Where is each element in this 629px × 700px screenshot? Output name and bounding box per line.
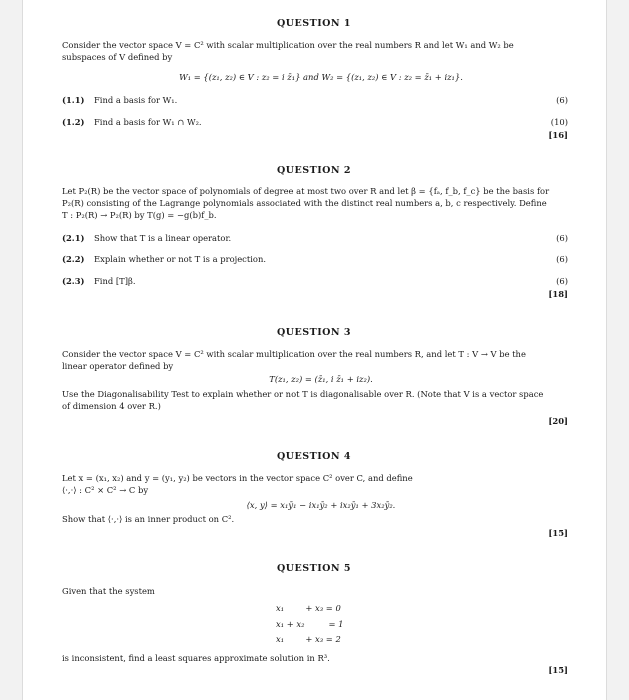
item-number: (1.1)	[62, 95, 85, 105]
q4-title: QUESTION 4	[276, 451, 352, 462]
q4-total: [15]	[548, 528, 568, 538]
q2-total: [18]	[548, 289, 568, 299]
q5-total: [15]	[548, 665, 568, 675]
q2-intro-line1: Let P₂(R) be the vector space of polynomials of degree at most two over R and let β = {fₐ, f_b, f_c} be the basis for	[62, 186, 550, 196]
q1-item-1-marks: (6)	[556, 95, 568, 105]
q3-total: [20]	[548, 416, 568, 426]
exam-page	[40, 0, 588, 700]
q2-item-1-marks: (6)	[556, 233, 568, 243]
item-number: (2.1)	[62, 233, 85, 243]
q1-intro-line2: subspaces of V defined by	[62, 52, 173, 62]
item-text: Explain whether or not T is a projection.	[94, 254, 267, 264]
q3-title: QUESTION 3	[276, 327, 352, 338]
q3-intro-line1: Consider the vector space V = C² with scalar multiplication over the real numbers R, and let T : V → V be the	[62, 349, 526, 359]
q4-intro-line1: Let x = (x₁, x₂) and y = (y₁, y₂) be vectors in the vector space C² over C, and define	[62, 473, 413, 483]
q4-definition: ⟨x, y⟩ = x₁ȳ₁ − ix₁ȳ₂ + ix₂ȳ₁ + 3x₂ȳ₂.	[246, 500, 396, 510]
q2-item-3	[62, 276, 580, 288]
q3-body-line2: of dimension 4 over R.)	[62, 401, 161, 411]
item-number: (1.2)	[62, 117, 85, 127]
item-number: (2.2)	[62, 254, 85, 264]
item-text: Find a basis for W₁.	[94, 95, 178, 105]
item-number: (2.3)	[62, 276, 85, 286]
q1-item-2	[62, 117, 580, 129]
q2-title: QUESTION 2	[276, 165, 352, 176]
item-text: Find [T]β.	[94, 276, 136, 286]
q1-intro-line1: Consider the vector space V = C² with scalar multiplication over the real numbers R and let W₁ and W₂ be	[62, 40, 514, 50]
q1-title: QUESTION 1	[276, 18, 352, 29]
q3-body-line1: Use the Diagonalisability Test to explain whether or not T is diagonalisable over R. (Note that V is a vector space	[62, 389, 544, 399]
q2-item-2-marks: (6)	[556, 254, 568, 264]
q2-item-3-marks: (6)	[556, 276, 568, 286]
viewer-left-margin	[0, 0, 23, 700]
q5-intro-line1: Given that the system	[62, 586, 155, 596]
q1-item-1	[62, 95, 580, 107]
q2-item-1	[62, 233, 580, 245]
item-text: Find a basis for W₁ ∩ W₂.	[94, 117, 202, 127]
q5-title: QUESTION 5	[276, 563, 352, 574]
viewer-right-margin	[606, 0, 629, 700]
item-text: Show that T is a linear operator.	[94, 233, 232, 243]
q5-body-line1: is inconsistent, find a least squares approximate solution in R³.	[62, 653, 330, 663]
q1-definition: W₁ = {(z₁, z₂) ∈ V : z₂ = i z̄₁} and W₂ = {(z₁, z₂) ∈ V : z₂ = z̄₁ + iz₁}.	[179, 72, 463, 82]
q2-item-2	[62, 254, 580, 266]
q3-definition: T(z₁, z₂) = (z̄₁, i z̄₁ + iz₂).	[269, 374, 373, 384]
q2-intro-line3: T : P₂(R) → P₂(R) by T(g) = −g(b)f_b.	[62, 210, 217, 220]
q5-equation-2: x₁ + x₂ = 1	[276, 619, 344, 629]
q2-intro-line2: P₂(R) consisting of the Lagrange polynomials associated with the distinct real numbers a, b, c respectively. Define	[62, 198, 547, 208]
q4-body-line1: Show that ⟨·,·⟩ is an inner product on C².	[62, 514, 235, 524]
q5-equation-1: x₁ + x₃ = 0	[276, 603, 341, 613]
q1-item-2-marks: (10)	[550, 117, 568, 127]
q1-total: [16]	[548, 130, 568, 140]
q4-intro-line2: ⟨·,·⟩ : C² × C² → C by	[62, 485, 149, 495]
q3-intro-line2: linear operator defined by	[62, 361, 174, 371]
q5-equation-3: x₁ + x₃ = 2	[276, 634, 341, 644]
